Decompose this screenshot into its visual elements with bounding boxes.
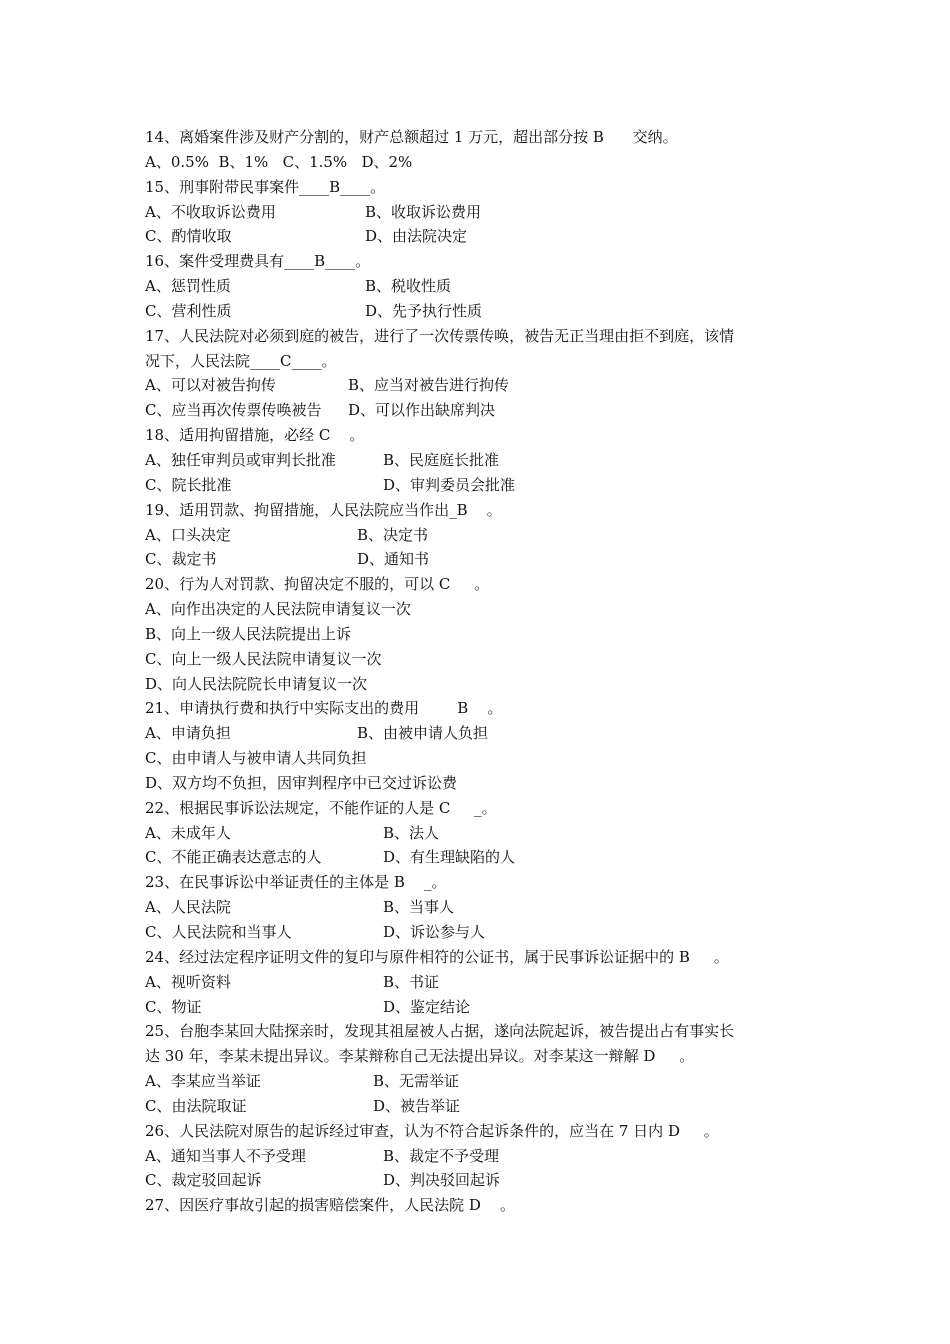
question-stem: 23、在民事诉讼中举证责任的主体是 B _。	[145, 873, 447, 892]
question-stem: 16、案件受理费具有____B____。	[145, 252, 371, 271]
option-left: C、人民法院和当事人	[145, 923, 292, 941]
question-stem: 22、根据民事诉讼法规定，不能作证的人是 C _。	[145, 798, 497, 817]
question-stem: 19、适用罚款、拘留措施，人民法院应当作出_B 。	[145, 500, 502, 519]
option-row	[145, 274, 825, 299]
option-left: C、院长批准	[145, 475, 232, 494]
option-left: C、物证	[145, 997, 202, 1016]
option-right: D、先予执行性质	[365, 301, 483, 320]
option-row	[145, 1069, 825, 1094]
question-stem: 17、人民法院对必须到庭的被告，进行了一次传票传唤，被告无正当理由拒不到庭，该情	[145, 326, 735, 345]
option-row	[145, 895, 825, 920]
option-right: D、判决驳回起诉	[383, 1171, 501, 1190]
question-stem: 况下，人民法院____C____。	[145, 351, 337, 370]
question-block	[145, 796, 825, 871]
option-row	[145, 1168, 825, 1193]
question-block	[145, 125, 825, 175]
option-line: C、向上一级人民法院申请复议一次	[145, 649, 382, 668]
option-line: B、向上一级人民法院提出上诉	[145, 624, 352, 643]
question-stem: 26、人民法院对原告的起诉经过审查，认为不符合起诉条件的，应当在 7 日内 D 。	[145, 1121, 719, 1140]
question-block	[145, 870, 825, 945]
option-row	[145, 398, 825, 423]
option-left: A、不收取诉讼费用	[145, 202, 276, 221]
option-line: A、0.5% B、1% C、1.5% D、2%	[145, 152, 413, 171]
option-row	[145, 995, 825, 1020]
option-row	[145, 224, 825, 249]
question-block	[145, 324, 825, 423]
option-row	[145, 200, 825, 225]
question-stem: 14、离婚案件涉及财产分割的，财产总额超过 1 万元，超出部分按 B 交纳。	[145, 128, 678, 146]
option-right: D、诉讼参与人	[383, 923, 486, 941]
option-right: D、有生理缺陷的人	[383, 848, 516, 867]
option-right: B、由被申请人负担	[357, 724, 489, 743]
option-row	[145, 473, 825, 498]
option-right: B、无需举证	[373, 1072, 460, 1091]
option-right: B、法人	[383, 823, 440, 842]
option-line: C、由申请人与被申请人共同负担	[145, 749, 367, 768]
option-left: A、未成年人	[145, 823, 231, 842]
option-row	[145, 547, 825, 572]
option-left: C、由法院取证	[145, 1096, 247, 1115]
question-stem: 15、刑事附带民事案件____B____。	[145, 177, 386, 196]
option-row	[145, 299, 825, 324]
option-row	[145, 970, 825, 995]
option-right: B、应当对被告进行拘传	[348, 376, 510, 395]
option-row	[145, 1094, 825, 1119]
option-left: A、人民法院	[145, 898, 231, 917]
option-right: B、决定书	[357, 525, 429, 544]
option-row	[145, 920, 825, 945]
option-left: C、不能正确表达意志的人	[145, 848, 322, 867]
option-row	[145, 373, 825, 398]
question-block	[145, 423, 825, 498]
question-list	[145, 125, 825, 1218]
option-right: B、税收性质	[365, 277, 452, 296]
option-line: D、双方均不负担，因审判程序中已交过诉讼费	[145, 773, 458, 792]
question-stem: 27、因医疗事故引起的损害赔偿案件，人民法院 D 。	[145, 1196, 515, 1215]
question-block	[145, 1119, 825, 1194]
question-stem: 24、经过法定程序证明文件的复印与原件相符的公证书，属于民事诉讼证据中的 B 。	[145, 947, 729, 966]
option-row	[145, 523, 825, 548]
option-left: C、裁定驳回起诉	[145, 1171, 262, 1190]
option-right: D、鉴定结论	[383, 997, 471, 1016]
option-left: C、营利性质	[145, 301, 232, 320]
option-right: B、书证	[383, 972, 440, 991]
option-right: B、裁定不予受理	[383, 1146, 500, 1165]
option-row	[145, 1144, 825, 1169]
option-right: D、被告举证	[373, 1096, 461, 1115]
option-row	[145, 721, 825, 746]
option-left: A、可以对被告拘传	[145, 376, 276, 395]
option-row	[145, 821, 825, 846]
option-left: A、惩罚性质	[145, 277, 231, 296]
option-right: D、通知书	[357, 550, 430, 569]
question-block	[145, 498, 825, 573]
question-stem: 25、台胞李某回大陆探亲时，发现其祖屋被人占据，遂向法院起诉，被告提出占有事实长	[145, 1022, 735, 1041]
question-stem: 达 30 年，李某未提出异议。李某辩称自己无法提出异议。对李某这一辩解 D 。	[145, 1047, 695, 1066]
option-line: A、向作出决定的人民法院申请复议一次	[145, 600, 411, 619]
option-left: C、裁定书	[145, 550, 217, 569]
question-block	[145, 696, 825, 795]
option-right: B、收取诉讼费用	[365, 202, 482, 221]
question-block	[145, 249, 825, 324]
question-stem: 18、适用拘留措施，必经 C 。	[145, 426, 365, 445]
option-left: A、独任审判员或审判长批准	[145, 450, 336, 469]
option-right: D、审判委员会批准	[383, 475, 516, 494]
option-right: D、可以作出缺席判决	[348, 401, 496, 420]
option-left: C、应当再次传票传唤被告	[145, 401, 322, 420]
option-line: D、向人民法院院长申请复议一次	[145, 674, 368, 693]
option-row	[145, 845, 825, 870]
option-right: D、由法院决定	[365, 227, 468, 246]
question-stem: 20、行为人对罚款、拘留决定不服的，可以 C 。	[145, 575, 490, 594]
question-stem: 21、申请执行费和执行中实际支出的费用 B 。	[145, 699, 503, 718]
question-block	[145, 1193, 825, 1218]
option-left: A、口头决定	[145, 525, 231, 544]
option-left: A、视听资料	[145, 972, 231, 991]
question-block	[145, 175, 825, 250]
question-block	[145, 572, 825, 696]
option-right: B、当事人	[383, 898, 455, 917]
question-block	[145, 1019, 825, 1118]
option-left: A、李某应当举证	[145, 1072, 261, 1091]
option-row	[145, 448, 825, 473]
option-left: C、酌情收取	[145, 227, 232, 246]
question-block	[145, 945, 825, 1020]
option-right: B、民庭庭长批准	[383, 450, 500, 469]
option-left: A、申请负担	[145, 724, 231, 743]
option-left: A、通知当事人不予受理	[145, 1146, 306, 1165]
